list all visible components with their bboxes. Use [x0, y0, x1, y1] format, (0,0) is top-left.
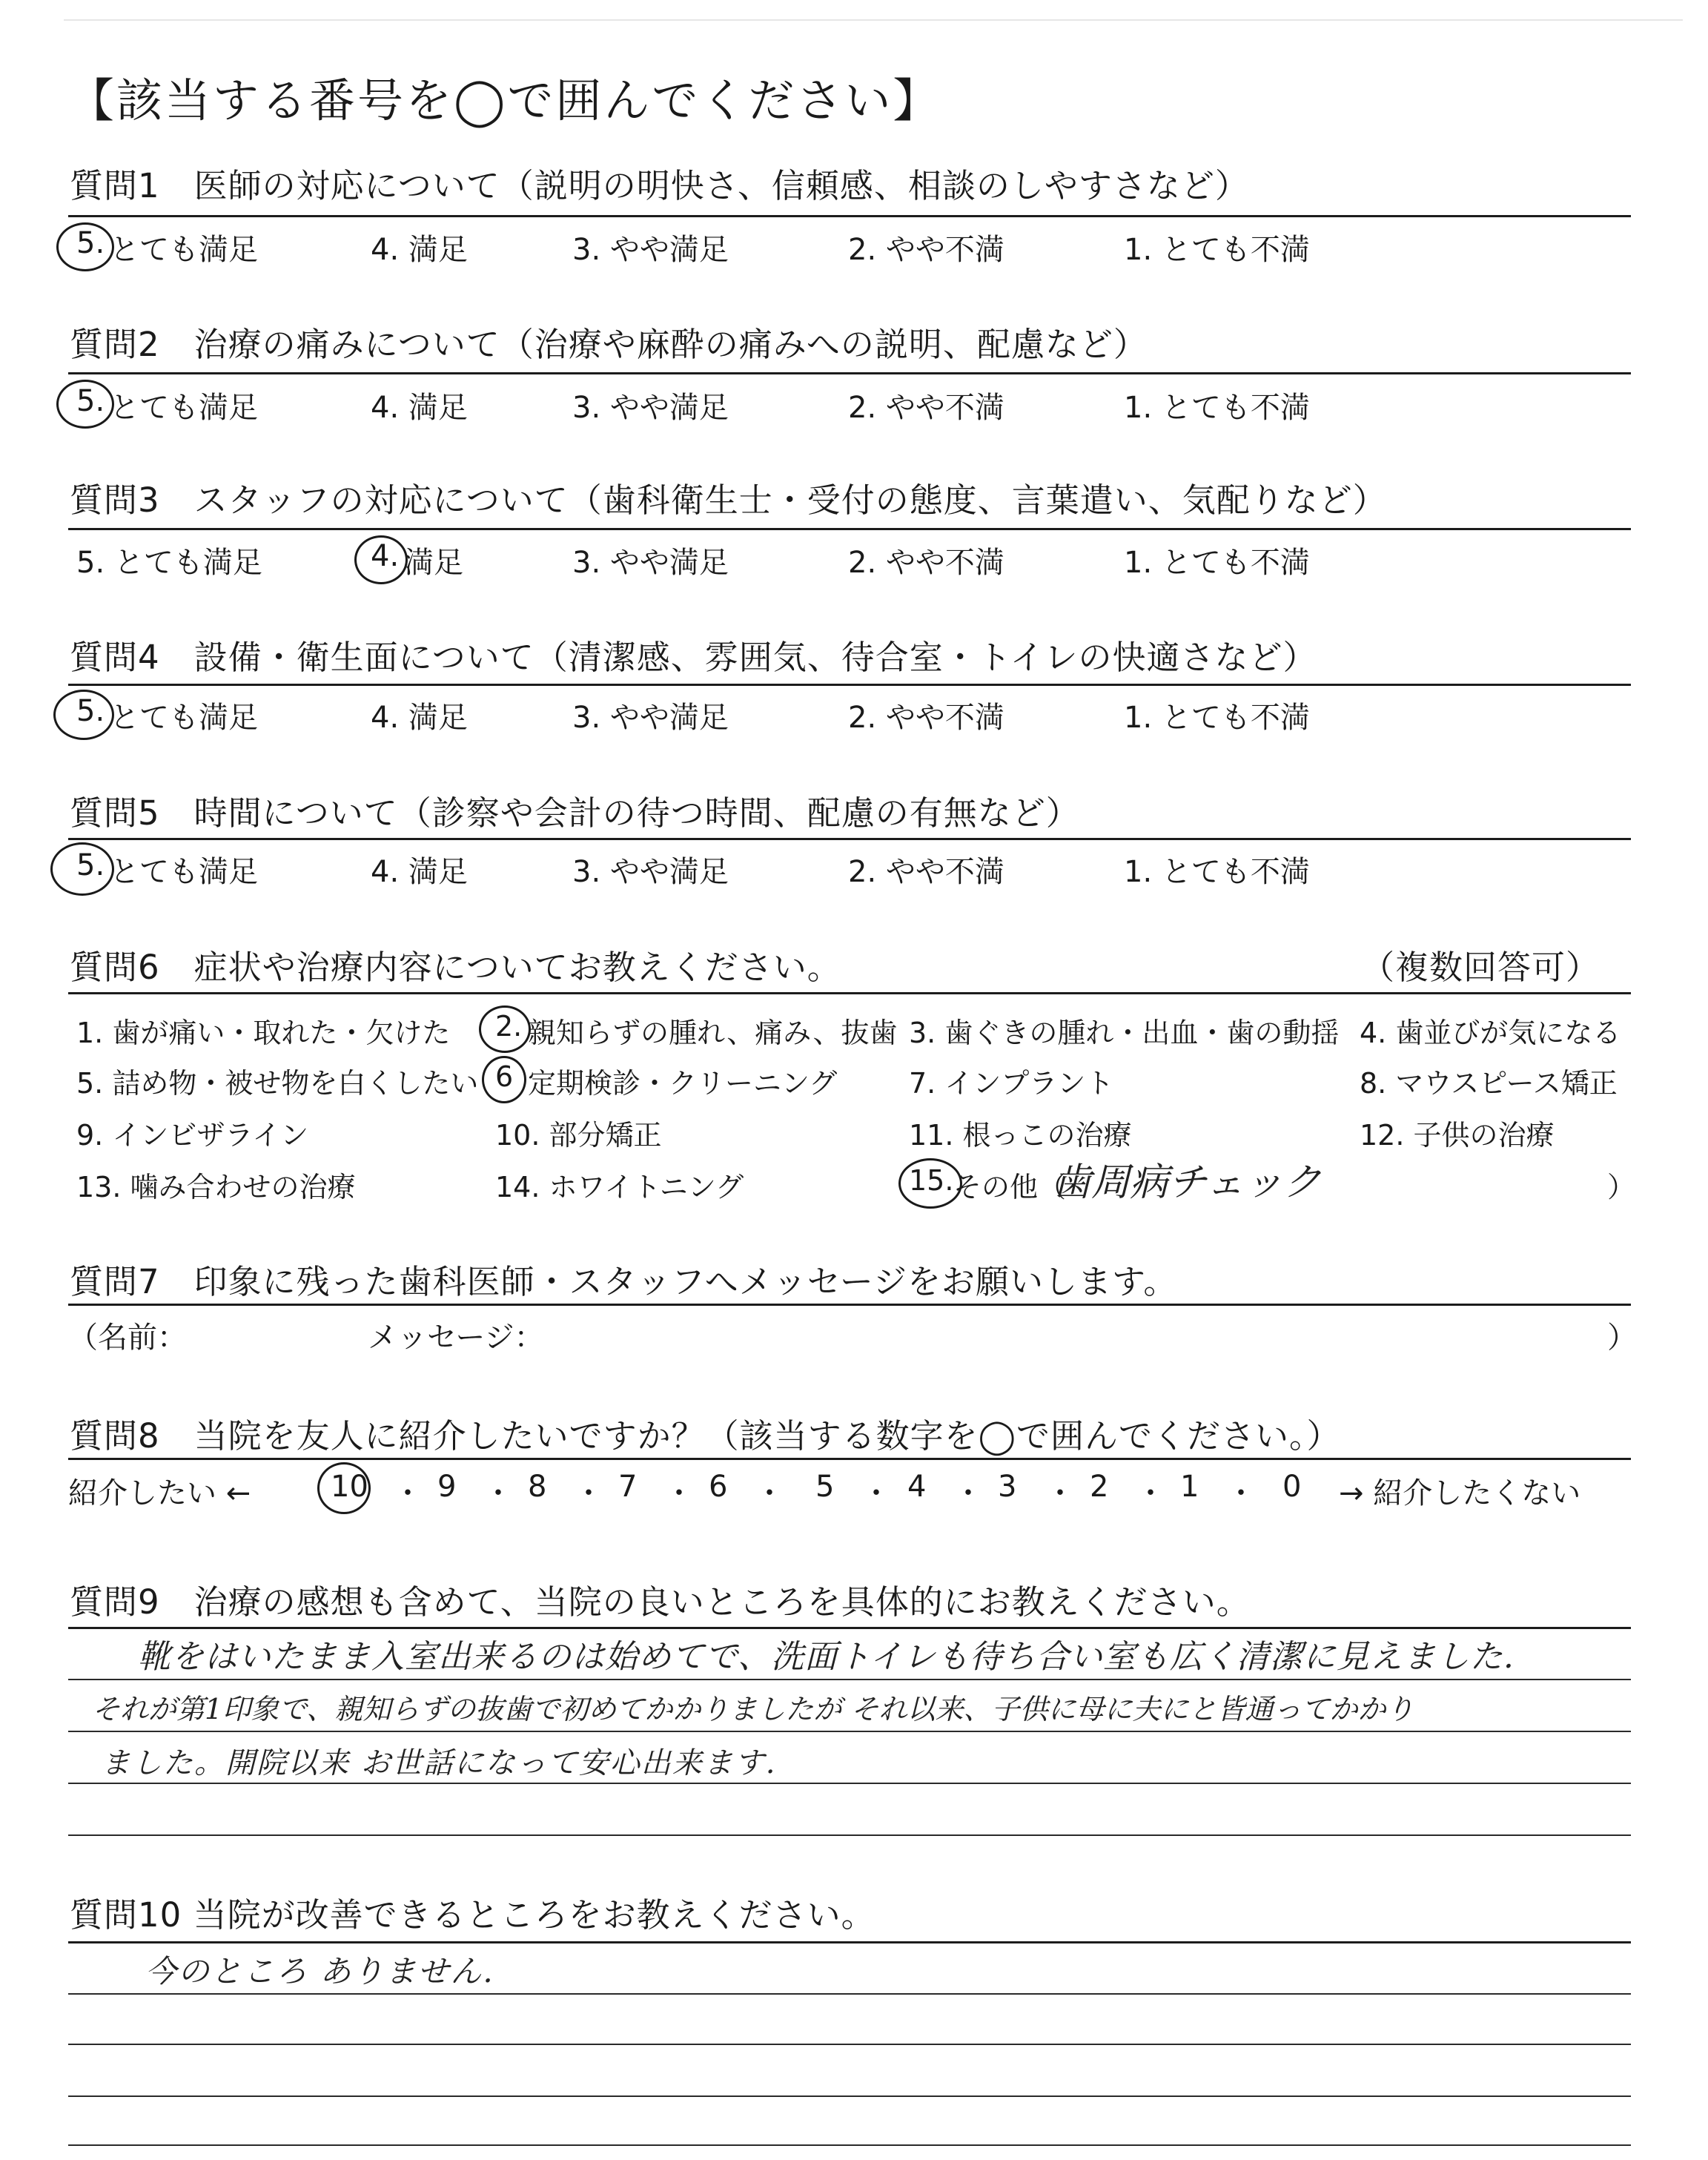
- q9-answer-line: 靴をはいたまま入室出来るのは始めてで、洗面トイレも待ち合い室も広く清潔に見えました.: [138, 1638, 1515, 1676]
- q9-rule: [68, 1627, 1631, 1629]
- q3-selection-circle: [354, 535, 408, 584]
- q8-dot: ・: [483, 1476, 513, 1510]
- q10-handwritten-answer: 今のところ ありません.: [145, 1953, 494, 1989]
- q8-number-1[interactable]: 1: [1180, 1470, 1199, 1504]
- q1-option-4[interactable]: 4. 満足: [371, 233, 468, 267]
- q8-number-7[interactable]: 7: [618, 1470, 638, 1504]
- q9-answer-line: ました。開院以来 お世話になって安心出来ます.: [101, 1746, 777, 1780]
- q8-number-10[interactable]: 10: [331, 1470, 368, 1504]
- q3-option-4-label[interactable]: 満足: [404, 546, 463, 580]
- q9-writing-line: [68, 1679, 1631, 1680]
- q8-dot: ・: [1045, 1476, 1075, 1510]
- q6-item-3[interactable]: 3. 歯ぐきの腫れ・出血・歯の動揺: [909, 1017, 1340, 1049]
- q3-option-1[interactable]: 1. とても不満: [1124, 546, 1310, 580]
- q8-dot: ・: [755, 1476, 784, 1510]
- q3-option-5[interactable]: 5. とても満足: [76, 546, 262, 580]
- q1-title: 質問1 医師の対応について（説明の明快さ、信頼感、相談のしやすさなど）: [70, 166, 1249, 205]
- q1-option-2[interactable]: 2. やや不満: [848, 233, 1004, 267]
- q5-option-5-number[interactable]: 5.: [76, 848, 105, 882]
- q8-selection-circle: [317, 1462, 371, 1514]
- q6-other-close-paren: ）: [1607, 1171, 1636, 1203]
- q2-option-3[interactable]: 3. やや満足: [572, 391, 729, 425]
- q6-item-14[interactable]: 14. ホワイトニング: [495, 1171, 744, 1203]
- q6-item-1[interactable]: 1. 歯が痛い・取れた・欠けた: [76, 1017, 451, 1049]
- q1-selection-circle: [56, 222, 114, 271]
- q8-dot: ・: [664, 1476, 694, 1510]
- q5-title: 質問5 時間について（診察や会計の待つ時間、配慮の有無など）: [70, 793, 1080, 833]
- q6-item-7[interactable]: 7. インプラント: [909, 1067, 1114, 1100]
- q8-number-5[interactable]: 5: [815, 1470, 835, 1504]
- q6-item-6-label[interactable]: 定期検診・クリーニング: [528, 1067, 838, 1100]
- q6-item-2-selection-circle: [479, 1005, 531, 1053]
- page-heading: 【該当する番号を◯で囲んでください】: [68, 73, 941, 128]
- q1-option-5-number[interactable]: 5.: [76, 226, 105, 260]
- q6-item-4[interactable]: 4. 歯並びが気になる: [1360, 1017, 1621, 1049]
- q8-title: 質問8 当院を友人に紹介したいですか？（該当する数字を◯で囲んでください。）: [70, 1416, 1341, 1456]
- q6-title: 質問6 症状や治療内容についてお教えください。: [70, 948, 841, 987]
- q2-option-5-number[interactable]: 5.: [76, 384, 105, 418]
- q4-option-2[interactable]: 2. やや不満: [848, 701, 1004, 735]
- q6-item-15-label[interactable]: その他（: [953, 1171, 1067, 1203]
- q10-writing-line: [68, 2144, 1631, 2146]
- q5-rule: [68, 838, 1631, 840]
- q6-item-6-number[interactable]: 6: [495, 1060, 514, 1093]
- q2-selection-circle: [56, 380, 114, 429]
- q6-item-9[interactable]: 9. インビザライン: [76, 1119, 309, 1152]
- q6-other-handwritten-text: 歯周病チェック: [1053, 1160, 1322, 1205]
- q3-rule: [68, 528, 1631, 530]
- q4-rule: [68, 684, 1631, 686]
- q4-option-5-number[interactable]: 5.: [76, 694, 105, 728]
- q6-rule: [68, 992, 1631, 994]
- q5-option-4[interactable]: 4. 満足: [371, 855, 468, 889]
- q7-rule: [68, 1304, 1631, 1306]
- q8-number-3[interactable]: 3: [998, 1470, 1017, 1504]
- q6-item-10[interactable]: 10. 部分矯正: [495, 1119, 662, 1152]
- q4-option-1[interactable]: 1. とても不満: [1124, 701, 1310, 735]
- q10-writing-line: [68, 2095, 1631, 2097]
- q2-option-1[interactable]: 1. とても不満: [1124, 391, 1310, 425]
- q4-option-3[interactable]: 3. やや満足: [572, 701, 729, 735]
- q8-dot: ・: [1226, 1476, 1256, 1510]
- q9-writing-line: [68, 1783, 1631, 1784]
- q7-message-label: メッセージ：: [368, 1321, 544, 1355]
- q1-option-1[interactable]: 1. とても不満: [1124, 233, 1310, 267]
- q6-multiple-note: （複数回答可）: [1361, 948, 1601, 987]
- q8-dot: ・: [393, 1476, 423, 1510]
- q10-writing-line: [68, 2044, 1631, 2045]
- q5-option-1[interactable]: 1. とても不満: [1124, 855, 1310, 889]
- q8-number-6[interactable]: 6: [709, 1470, 728, 1504]
- q4-option-4[interactable]: 4. 満足: [371, 701, 468, 735]
- q2-option-5-label[interactable]: とても満足: [110, 391, 258, 425]
- q8-rule: [68, 1458, 1631, 1460]
- q3-option-4-number[interactable]: 4.: [371, 539, 400, 573]
- page-top-border: [64, 19, 1683, 21]
- q6-item-12[interactable]: 12. 子供の治療: [1360, 1119, 1555, 1152]
- q2-option-4[interactable]: 4. 満足: [371, 391, 468, 425]
- q6-item-13[interactable]: 13. 噛み合わせの治療: [76, 1171, 356, 1203]
- q8-dot: ・: [953, 1476, 983, 1510]
- q4-selection-circle: [53, 690, 114, 740]
- q4-option-5-label[interactable]: とても満足: [110, 701, 258, 735]
- q10-rule: [68, 1941, 1631, 1943]
- q8-dot: ・: [574, 1476, 603, 1510]
- q6-item-15-selection-circle: [898, 1158, 962, 1209]
- q8-dot: ・: [1136, 1476, 1165, 1510]
- q6-item-15-number[interactable]: 15.: [909, 1164, 954, 1197]
- q3-option-2[interactable]: 2. やや不満: [848, 546, 1004, 580]
- q6-item-11[interactable]: 11. 根っこの治療: [909, 1119, 1132, 1152]
- q9-title: 質問9 治療の感想も含めて、当院の良いところを具体的にお教えください。: [70, 1582, 1251, 1622]
- q5-selection-circle: [50, 842, 114, 896]
- q5-option-5-label[interactable]: とても満足: [110, 855, 258, 889]
- q7-close-paren: ）: [1607, 1321, 1637, 1355]
- q8-dot: ・: [861, 1476, 891, 1510]
- q8-left-label: 紹介したい ←: [68, 1476, 251, 1510]
- q6-item-2-number[interactable]: 2.: [495, 1010, 523, 1043]
- q6-item-6-selection-circle: [482, 1056, 526, 1103]
- q7-name-label: （名前：: [68, 1321, 187, 1355]
- q1-rule: [68, 215, 1631, 217]
- q5-option-2[interactable]: 2. やや不満: [848, 855, 1004, 889]
- q2-option-2[interactable]: 2. やや不満: [848, 391, 1004, 425]
- q4-title: 質問4 設備・衛生面について（清潔感、雰囲気、待合室・トイレの快適さなど）: [70, 638, 1317, 677]
- q5-option-3[interactable]: 3. やや満足: [572, 855, 729, 889]
- q8-number-0[interactable]: 0: [1282, 1470, 1302, 1504]
- q8-right-label: → 紹介したくない: [1339, 1476, 1581, 1510]
- q9-writing-line: [68, 1731, 1631, 1732]
- q8-number-8[interactable]: 8: [528, 1470, 547, 1504]
- q9-writing-line: [68, 1834, 1631, 1836]
- q8-number-2[interactable]: 2: [1090, 1470, 1109, 1504]
- q6-item-2-label[interactable]: 親知らずの腫れ、痛み、抜歯: [528, 1017, 898, 1049]
- q6-item-5[interactable]: 5. 詰め物・被せ物を白くしたい: [76, 1067, 479, 1100]
- q9-answer-line: それが第1印象で、親知らずの抜歯で初めてかかりましたが それ以来、子供に母に夫にと皆通ってかかり: [92, 1693, 1414, 1725]
- q10-title: 質問10 当院が改善できるところをお教えください。: [70, 1895, 875, 1935]
- q7-title: 質問7 印象に残った歯科医師・スタッフへメッセージをお願いします。: [70, 1262, 1178, 1301]
- q6-item-8[interactable]: 8. マウスピース矯正: [1360, 1067, 1618, 1100]
- q2-title: 質問2 治療の痛みについて（治療や麻酔の痛みへの説明、配慮など）: [70, 325, 1148, 364]
- q2-rule: [68, 372, 1631, 374]
- q10-writing-line: [68, 1993, 1631, 1995]
- q1-option-5-label[interactable]: とても満足: [110, 233, 258, 267]
- q8-number-9[interactable]: 9: [437, 1470, 457, 1504]
- q8-number-4[interactable]: 4: [907, 1470, 927, 1504]
- q3-option-3[interactable]: 3. やや満足: [572, 546, 729, 580]
- q1-option-3[interactable]: 3. やや満足: [572, 233, 729, 267]
- q3-title: 質問3 スタッフの対応について（歯科衛生士・受付の態度、言葉遣い、気配りなど）: [70, 480, 1387, 520]
